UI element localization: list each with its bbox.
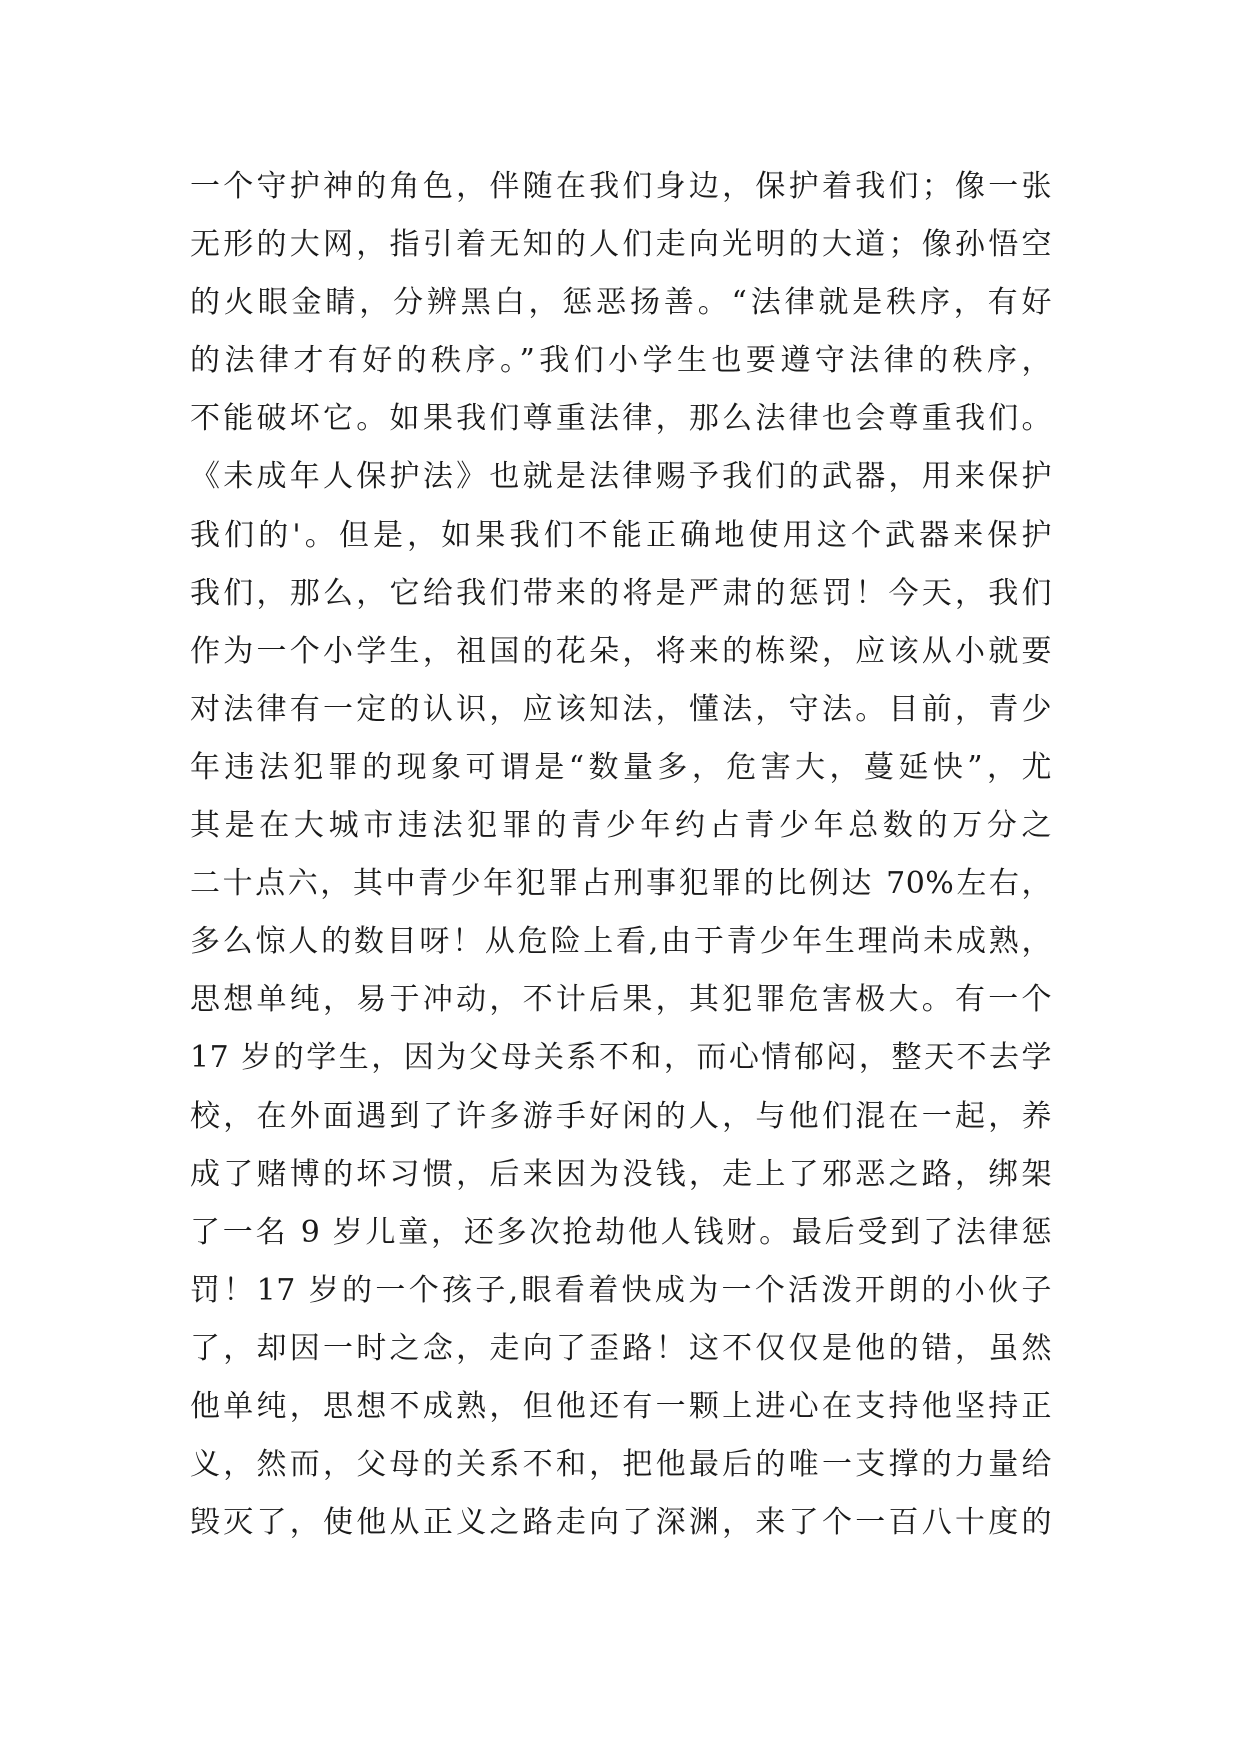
text-line-24: 毁灭了，使他从正义之路走向了深渊，来了个一百八十度的 [190,1505,1052,1541]
text-line-3: 的火眼金睛，分辨黑白，惩恶扬善。“法律就是秩序，有好 [190,285,1052,321]
text-line-17: 校，在外面遇到了许多游手好闲的人，与他们混在一起，养 [190,1098,1052,1134]
text-line-5: 不能破坏它。如果我们尊重法律，那么法律也会尊重我们。 [190,401,1052,437]
text-line-20: 罚！17 岁的一个孩子,眼看着快成为一个活泼开朗的小伙子 [190,1272,1052,1308]
text-line-4: 的法律才有好的秩序。”我们小学生也要遵守法律的秩序， [190,343,1052,379]
text-line-12: 其是在大城市违法犯罪的青少年约占青少年总数的万分之 [190,808,1052,844]
text-line-8: 我们，那么，它给我们带来的将是严肃的惩罚！今天，我们 [190,575,1052,611]
text-line-22: 他单纯，思想不成熟，但他还有一颗上进心在支持他坚持正 [190,1388,1052,1424]
text-line-1: 一个守护神的角色，伴随在我们身边，保护着我们；像一张 [190,169,1052,204]
text-line-11: 年违法犯罪的现象可谓是“数量多，危害大，蔓延快”，尤 [190,749,1052,785]
text-line-19: 了一名 9 岁儿童，还多次抢劫他人钱财。最后受到了法律惩 [190,1214,1052,1250]
text-line-13: 二十点六，其中青少年犯罪占刑事犯罪的比例达 70%左右， [190,866,1052,902]
text-line-9: 作为一个小学生，祖国的花朵，将来的栋梁，应该从小就要 [190,633,1052,669]
text-line-2: 无形的大网，指引着无知的人们走向光明的大道；像孙悟空 [190,227,1052,263]
text-line-18: 成了赌博的坏习惯，后来因为没钱，走上了邪恶之路，绑架 [190,1156,1052,1192]
text-line-16: 17 岁的学生，因为父母关系不和，而心情郁闷，整天不去学 [190,1040,1052,1076]
body-text [190,158,1052,1552]
text-line-15: 思想单纯，易于冲动，不计后果，其犯罪危害极大。有一个 [190,982,1052,1018]
text-line-7: 我们的'。但是，如果我们不能正确地使用这个武器来保护 [190,517,1052,553]
text-line-6: 《未成年人保护法》也就是法律赐予我们的武器，用来保护 [190,459,1052,495]
text-line-10: 对法律有一定的认识，应该知法，懂法，守法。目前，青少 [190,691,1052,727]
text-line-14: 多么惊人的数目呀！从危险上看,由于青少年生理尚未成熟， [190,924,1052,960]
text-line-23: 义，然而，父母的关系不和，把他最后的唯一支撑的力量给 [190,1447,1052,1483]
text-line-21: 了，却因一时之念，走向了歪路！这不仅仅是他的错，虽然 [190,1330,1052,1366]
